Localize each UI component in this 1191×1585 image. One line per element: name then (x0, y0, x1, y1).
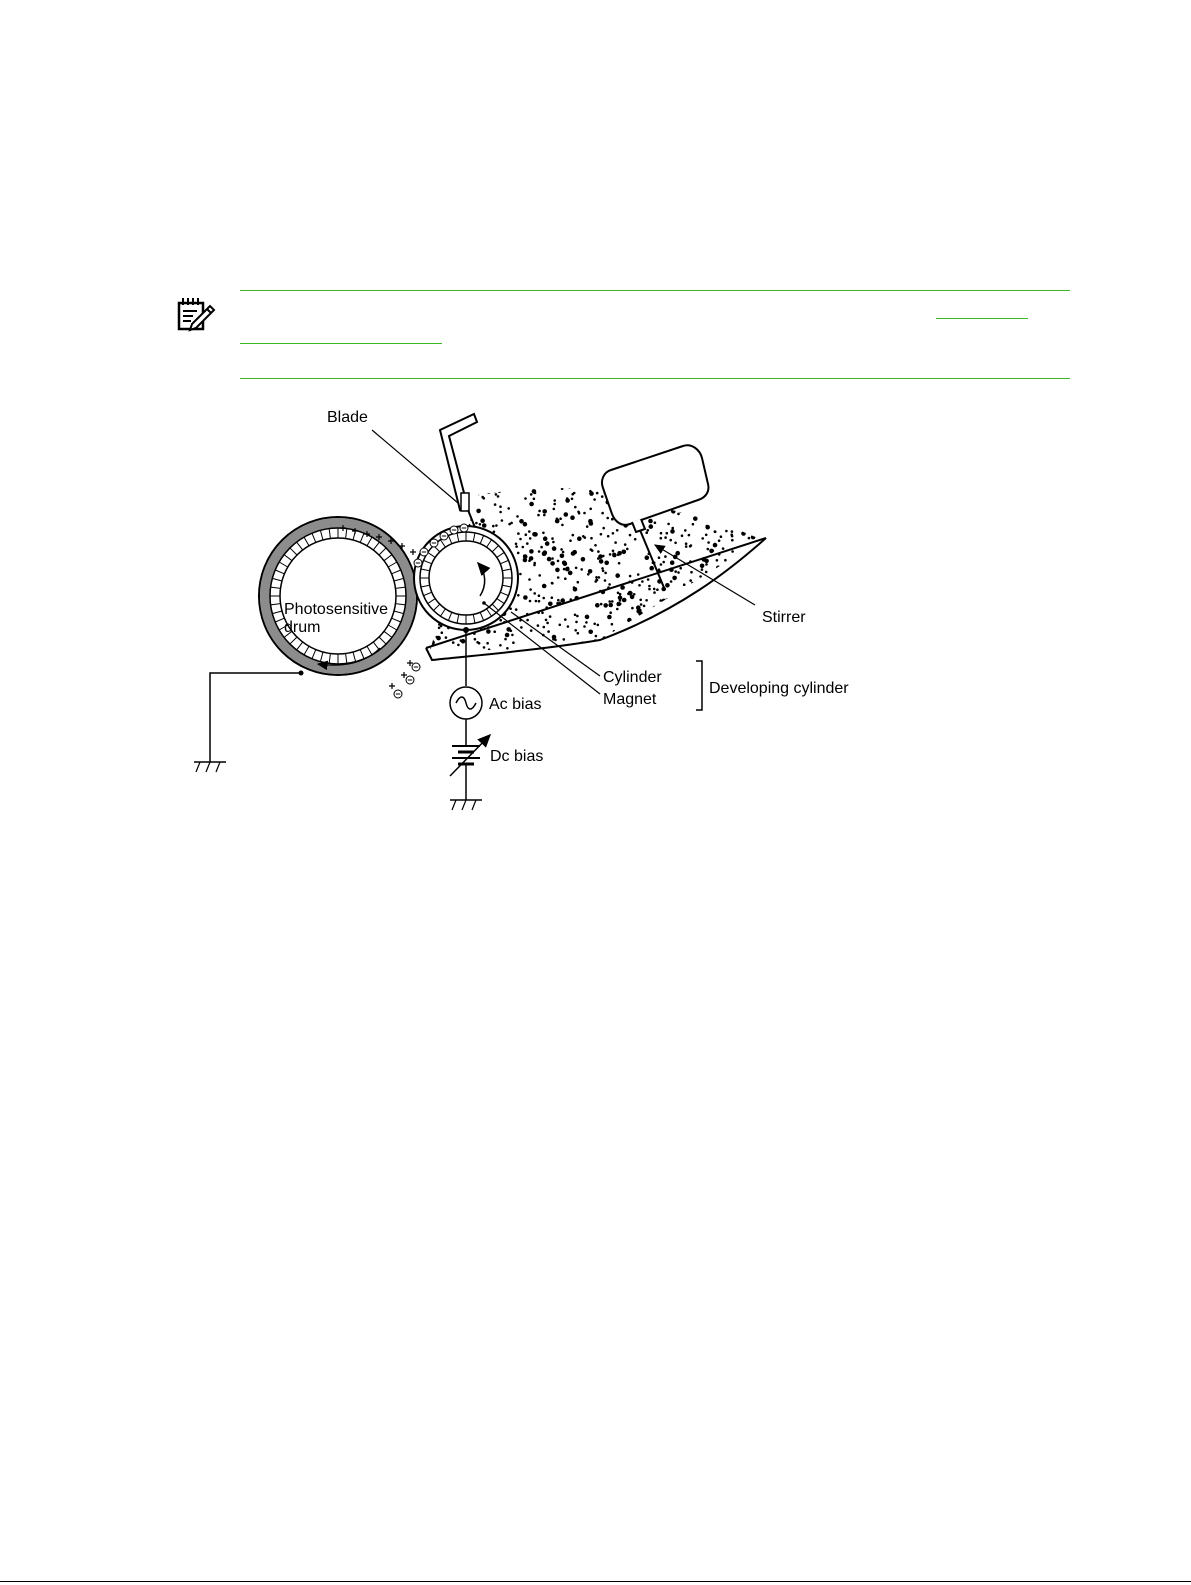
note-top-rule (240, 290, 1070, 291)
label-stirrer: Stirrer (762, 609, 806, 626)
footer-rule (0, 1581, 1191, 1582)
developing-unit-diagram (0, 380, 1191, 830)
label-ac-bias: Ac bias (489, 696, 542, 713)
label-cylinder: Cylinder (603, 669, 662, 686)
drum-ground (194, 671, 304, 773)
note-link-underline-2[interactable] (240, 343, 442, 344)
label-blade: Blade (327, 409, 368, 426)
label-magnet: Magnet (603, 691, 657, 708)
label-dc-bias: Dc bias (490, 748, 544, 765)
note-link-underline-1[interactable] (936, 318, 1028, 319)
label-drum-line2: drum (284, 619, 321, 636)
note-pencil-icon (176, 294, 216, 334)
stirrer (602, 445, 755, 605)
note-bottom-rule (240, 378, 1070, 379)
label-developing-cylinder: Developing cylinder (709, 680, 849, 697)
label-drum-line1: Photosensitive (284, 601, 389, 618)
